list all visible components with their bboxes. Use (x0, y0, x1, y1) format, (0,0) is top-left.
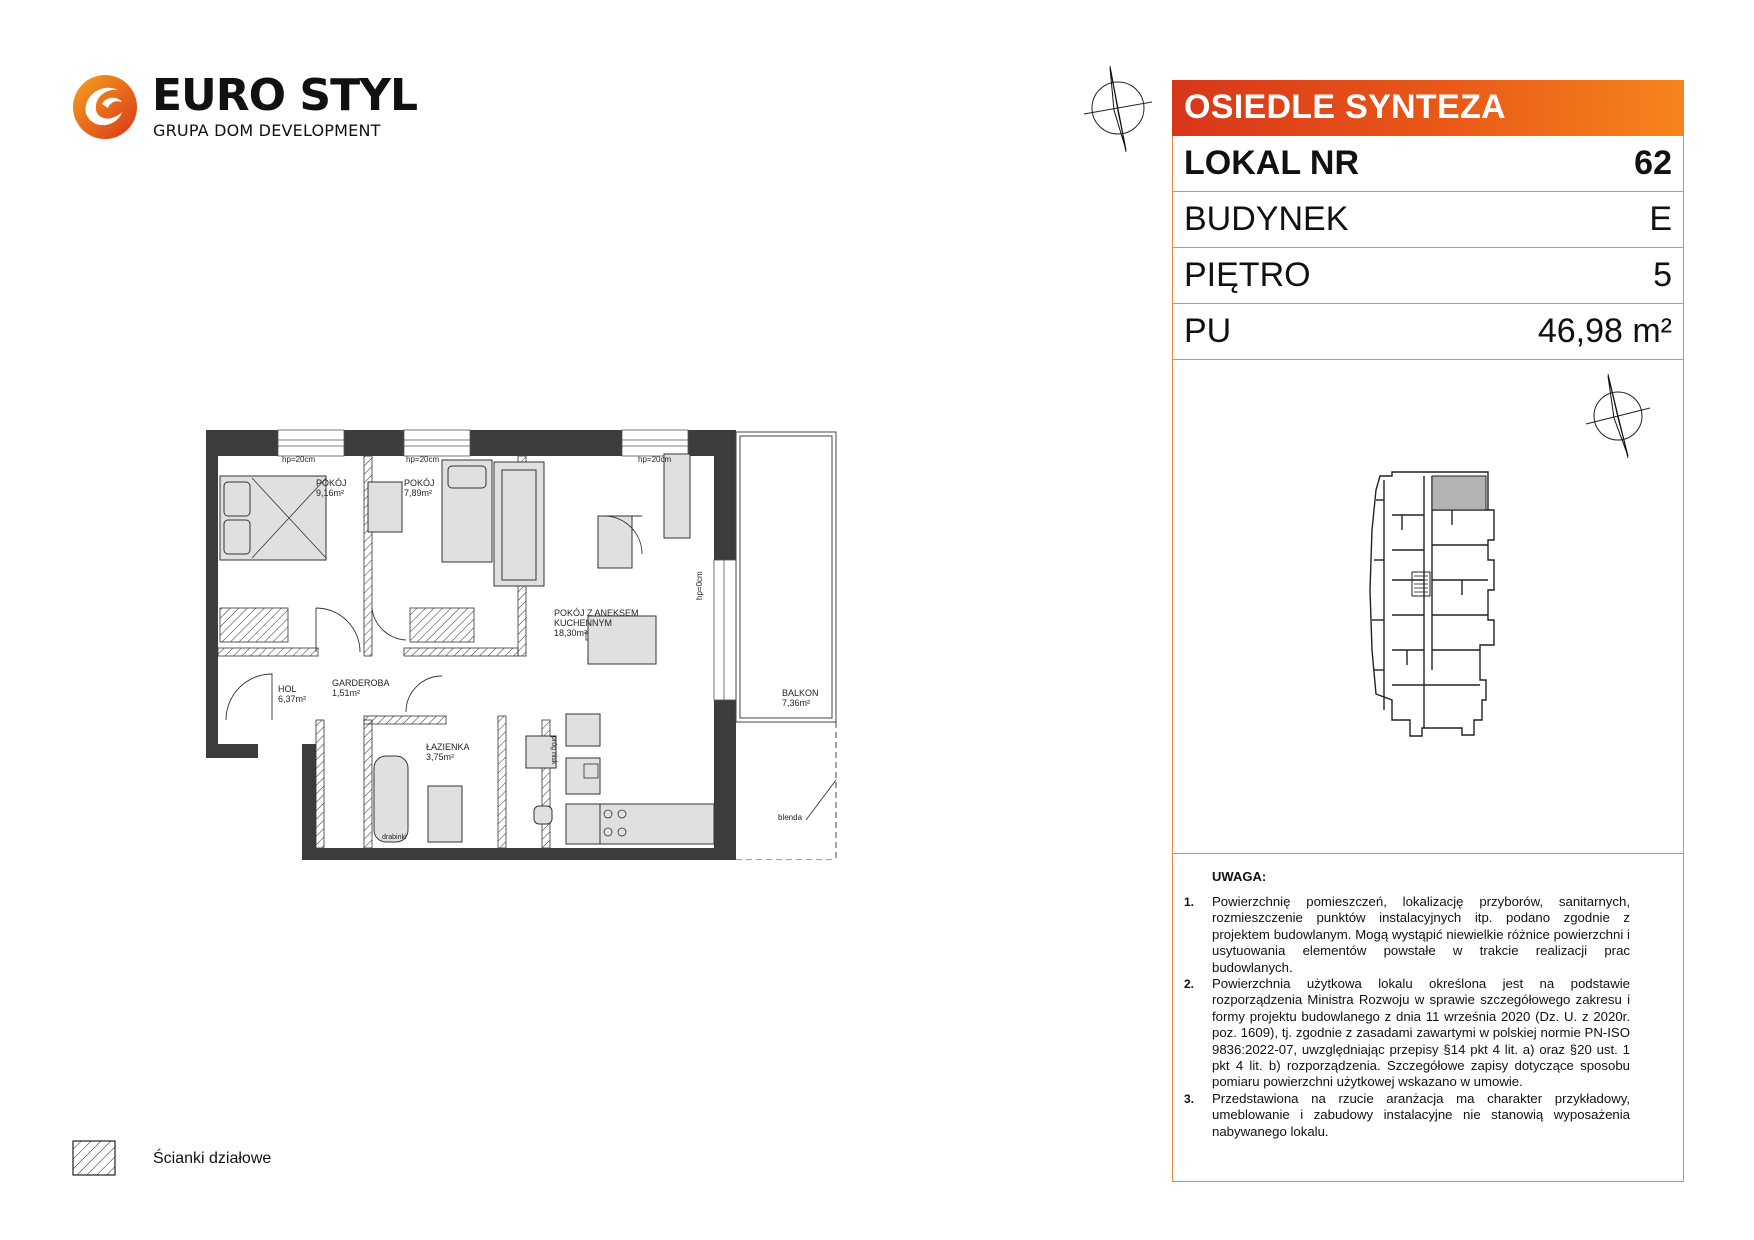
room-area: 1,51m² (332, 688, 361, 698)
info-row-lokal (1172, 136, 1684, 192)
plan-annotation: hp=20cm (282, 455, 316, 464)
legend-swatch (72, 1140, 116, 1176)
info-value: 46,98 m² (1537, 312, 1672, 350)
room-area: 3,75m² (426, 752, 455, 762)
note-item (1180, 976, 1630, 1091)
legend-label: Ścianki działowe (153, 1150, 272, 1167)
notes-divider (1172, 853, 1684, 854)
notes-title: UWAGA: (1212, 869, 1267, 884)
estate-title: OSIEDLE SYNTEZA (1184, 88, 1506, 126)
room-area: 6,37m² (278, 694, 307, 704)
info-label: LOKAL NR (1184, 144, 1360, 182)
brand-name: EURO STYL (152, 70, 417, 121)
note-item (1180, 1091, 1630, 1140)
info-value: E (1649, 200, 1672, 238)
plan-annotation: drabinki (382, 834, 407, 841)
north-arrow-icon (1578, 372, 1656, 460)
plan-annotation: hp=20cm (406, 455, 440, 464)
notes-list (1180, 894, 1630, 1140)
floor-plan (206, 420, 842, 860)
note-text: Przedstawiona na rzucie aranżacja ma charakter przykładowy, umeblowanie i zabudowy instalacyjne nie stanowią wyposażenia nabywanego lokalu. (1212, 1090, 1630, 1139)
info-value: 5 (1653, 256, 1672, 294)
room-label: ŁAZIENKA (426, 742, 470, 752)
room-label: BALKON (782, 688, 819, 698)
note-text: Powierzchnia użytkowa lokalu określona jest na podstawie rozporządzenia Ministra Rozwoju w sprawie szczegółowego zakresu i formy projektu budowlanego z dnia 11 września 2020 (Dz. U. z 2020r. poz. 1609), tj. zgodnie z zasadami zawartymi w polskiej normie PN-ISO 9836:2022-07, uwzględniając przepisy §14 pkt 4 lit. a) oraz §20 ust. 1 pkt 4 lit. b) rozporządzenia. Szczegółowe zapisy dotyczące sposobu pomiaru powierzchni użytkowej wskazano w umowie. (1212, 976, 1630, 1090)
brand-subtitle: GRUPA DOM DEVELOPMENT (153, 121, 381, 140)
building-key-plan (1362, 470, 1514, 750)
info-label: PIĘTRO (1184, 256, 1311, 294)
info-value: 62 (1634, 144, 1672, 182)
info-label: BUDYNEK (1184, 200, 1349, 238)
room-label-line2: KUCHENNYM (554, 618, 613, 628)
north-arrow-icon (1078, 64, 1158, 154)
room-area: 7,89m² (404, 488, 433, 498)
room-label: POKÓJ (316, 478, 347, 488)
note-number: 3. (1184, 1091, 1195, 1106)
info-label: PU (1184, 312, 1232, 350)
plan-annotation: próg nisk (550, 736, 557, 765)
room-label: HOL (278, 684, 297, 694)
room-label: POKÓJ (404, 478, 435, 488)
info-row-pu (1172, 304, 1684, 360)
note-text: Powierzchnię pomieszczeń, lokalizację przyborów, sanitarnych, rozmieszczenie punktów instalacyjnych itp. podano zgodnie z projektem budowlanym. Mogą wystąpić niewielkie różnice powierzchni i usytuowania elementów powstałe w trakcie realizacji prac budowlanych. (1212, 894, 1630, 975)
note-item (1180, 894, 1630, 976)
plan-annotation: hp=0cm (695, 571, 704, 600)
note-number: 2. (1184, 977, 1195, 992)
room-area: 9,16m² (316, 488, 345, 498)
room-label: POKÓJ Z ANEKSEM (554, 608, 639, 618)
plan-annotation: hp=20cm (638, 455, 672, 464)
info-row-budynek (1172, 192, 1684, 248)
plan-annotation: blenda (778, 813, 803, 822)
info-row-pietro (1172, 248, 1684, 304)
logo-mark (72, 74, 138, 140)
room-area: 18,30m² (554, 628, 588, 638)
room-label: GARDEROBA (332, 678, 390, 688)
room-area: 7,36m² (782, 698, 811, 708)
note-number: 1. (1184, 895, 1195, 909)
